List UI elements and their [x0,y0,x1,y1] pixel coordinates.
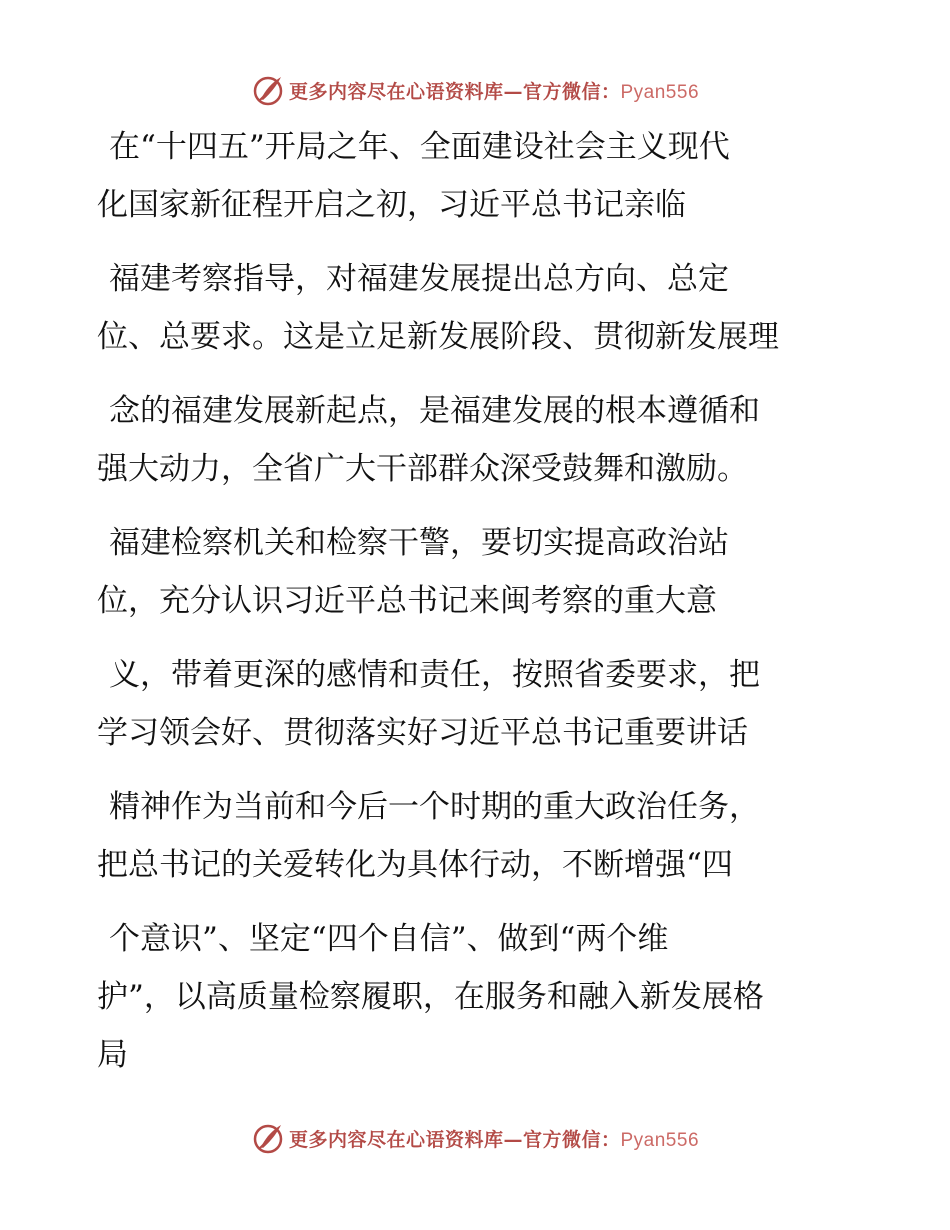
header-banner-wechat-id: Pyan556 [620,81,700,103]
text-line: 局 [97,1037,128,1073]
text-line: 福建检察机关和检察干警，要切实提高政治站 [109,525,729,561]
footer-banner-text [289,1125,699,1152]
text-line: 强大动力，全省广大干部群众深受鼓舞和激励。 [97,451,748,487]
text-line: 念的福建发展新起点，是福建发展的根本遵循和 [109,393,760,429]
text-line: 个意识”、坚定“四个自信”、做到“两个维 [109,921,669,957]
footer-banner [0,1120,950,1156]
text-line: 在“十四五”开局之年、全面建设社会主义现代 [109,129,730,165]
header-banner-label: 更多内容尽在心语资料库—官方微信： [288,80,621,103]
header-banner-content [251,73,699,107]
text-line: 精神作为当前和今后一个时期的重大政治任务， [109,789,760,825]
footer-banner-wechat-id: Pyan556 [620,1129,700,1151]
text-line: 把总书记的关爱转化为具体行动，不断增强“四 [97,847,733,883]
text-line: 福建考察指导，对福建发展提出总方向、总定 [109,261,729,297]
text-line: 位，充分认识习近平总书记来闽考察的重大意 [97,583,717,619]
footer-banner-label: 更多内容尽在心语资料库—官方微信： [288,1128,621,1151]
text-line: 学习领会好、贯彻落实好习近平总书记重要讲话 [97,715,748,751]
quill-logo-icon [251,1121,285,1155]
text-line: 位、总要求。这是立足新发展阶段、贯彻新发展理 [97,319,779,355]
header-banner [0,72,950,108]
quill-logo-icon [251,73,285,107]
text-line: 义，带着更深的感情和责任，按照省委要求，把 [109,657,760,693]
text-line: 化国家新征程开启之初，习近平总书记亲临 [97,187,686,223]
header-banner-text [289,77,699,104]
text-line: 护”，以高质量检察履职，在服务和融入新发展格 [97,979,764,1015]
footer-banner-content [251,1121,699,1155]
